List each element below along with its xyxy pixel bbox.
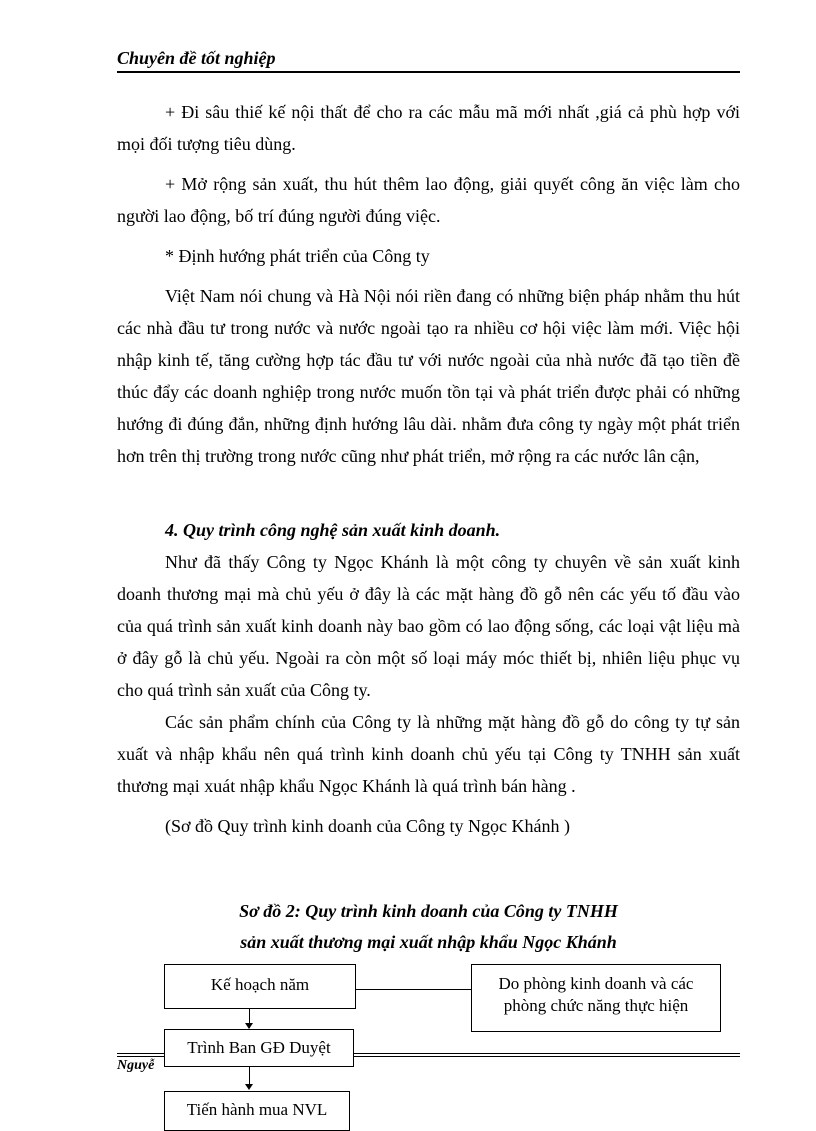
diagram-caption: [117, 896, 740, 958]
page-header-title: Chuyên đề tốt nghiệp: [117, 48, 276, 68]
diagram-reference: (Sơ đồ Quy trình kinh doanh của Công ty Ngọc Khánh ): [165, 816, 570, 836]
flow-box-annual-plan: Kế hoạch năm: [164, 964, 356, 1009]
footer-author: Nguyễ: [117, 1058, 155, 1073]
paragraph: * Định hướng phát triển của Công ty: [165, 246, 430, 266]
diagram-caption-line: Sơ đồ 2: Quy trình kinh doanh của Công ty TNHH: [239, 901, 618, 921]
arrow-down-icon: [245, 1084, 253, 1090]
flow-box-purchase-materials: Tiến hành mua NVL: [164, 1091, 350, 1131]
connector-plan-department: [356, 989, 471, 990]
paragraph: + Mở rộng sản xuất, thu hút thêm lao động, giải quyết công ăn việc làm cho người lao động, bố trí đúng người đúng việc.: [117, 174, 740, 226]
paragraph: Như đã thấy Công ty Ngọc Khánh là một công ty chuyên về sản xuất kinh doanh thương mại mà chủ yếu ở đây là các mặt hàng đồ gỗ nên các yếu tố đầu vào của quá trình sản xuất kinh doanh này bao gồm có lao động sống, các loại vật liệu mà ở đây gỗ là chủ yếu. Ngoài ra còn một số loại máy móc thiết bị, nhiên liệu phục vụ cho quá trình sản xuất của Công ty.: [117, 552, 740, 700]
flow-box-text: Do phòng kinh doanh và các: [498, 974, 694, 993]
flow-box-board-approval: Trình Ban GĐ Duyệt: [164, 1029, 354, 1067]
diagram-caption-line: sản xuất thương mại xuất nhập khẩu Ngọc Khánh: [240, 932, 617, 952]
paragraph: Việt Nam nói chung và Hà Nội nói riền đang có những biện pháp nhằm thu hút các nhà đầu tư trong nước và nước ngoài tạo ra nhiều cơ hội việc làm mới. Việc hội nhập kinh tế, tăng cường hợp tác đầu tư với nước ngoài của nhà nước đã tạo tiền đề thúc đẩy các doanh nghiệp trong nước muốn tồn tại và phát triển được phải có những hướng đi đúng đắn, những định hướng lâu dài. nhằm đưa công ty ngày một phát triển hơn trên thị trường trong nước cũng như phát triển, mở rộng ra các nước lân cận,: [117, 286, 740, 466]
flow-box-departments: [471, 964, 721, 1032]
section-heading: 4. Quy trình công nghệ sản xuất kinh doanh.: [165, 520, 501, 540]
document-body: [117, 96, 740, 850]
paragraph: + Đi sâu thiế kế nội thất để cho ra các mẫu mã mới nhất ,giá cả phù hợp với mọi đối tượng tiêu dùng.: [117, 102, 740, 154]
header-divider: [117, 71, 740, 73]
flow-box-text: phòng chức năng thực hiện: [503, 996, 689, 1015]
paragraph: Các sản phẩm chính của Công ty là những mặt hàng đồ gỗ do công ty tự sản xuất và nhập khẩu nên quá trình kinh doanh chủ yếu tại Công ty TNHH sản xuất thương mại xuát nhập khẩu Ngọc Khánh là quá trình bán hàng .: [117, 712, 740, 796]
